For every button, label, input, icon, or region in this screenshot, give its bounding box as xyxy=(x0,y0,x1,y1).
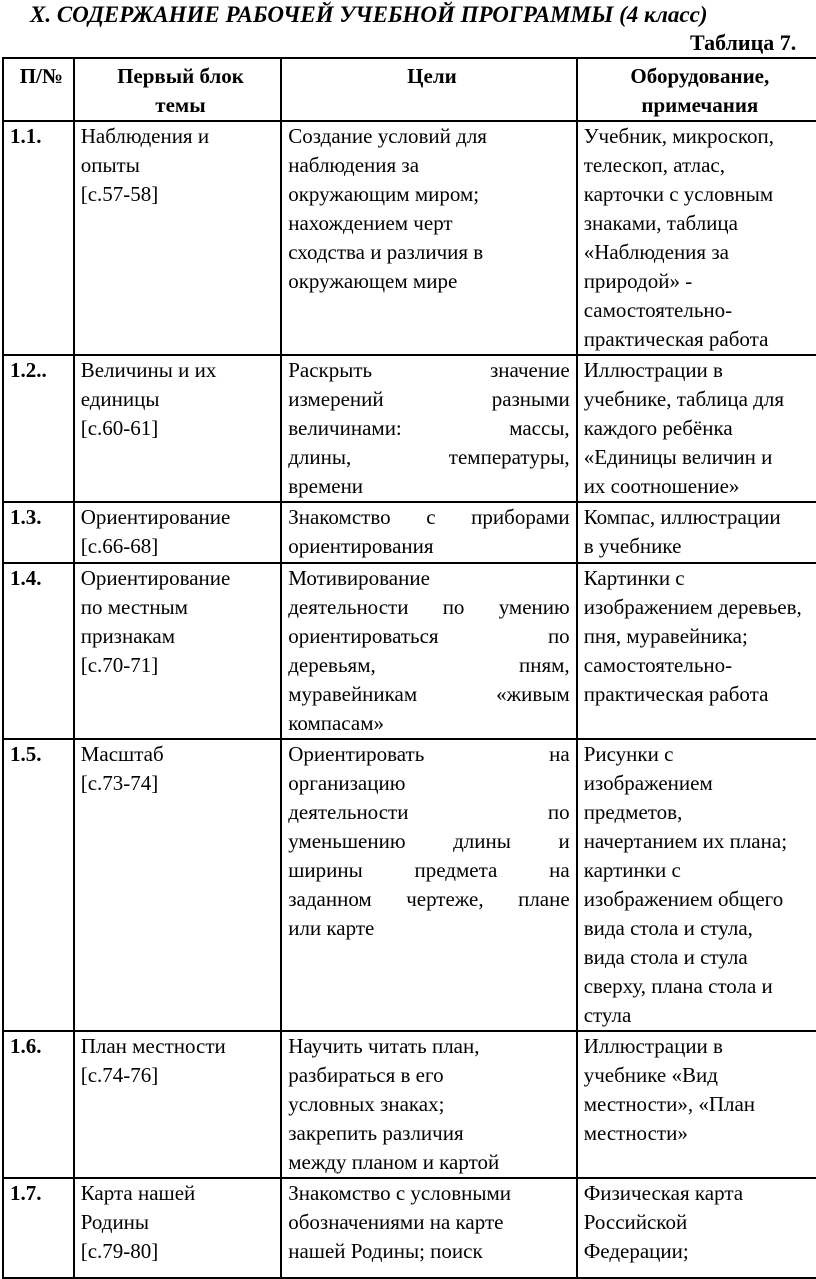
goal-line: деятельности по умению xyxy=(288,595,570,619)
row-goals xyxy=(281,563,576,739)
header-topic: Первый блок темы xyxy=(74,58,282,121)
row-topic: Карта нашей Родины [с.79-80] xyxy=(74,1178,282,1278)
row-equipment: Иллюстрации в учебнике «Вид местности», «План местности» xyxy=(577,1031,816,1178)
header-goals: Цели xyxy=(281,58,576,121)
row-topic: Величины и их единицы [с.60-61] xyxy=(74,355,282,502)
table-row xyxy=(3,502,816,563)
goal-line: заданном чертеже, плане xyxy=(288,887,570,911)
goal-line: ширины предмета на xyxy=(288,858,570,882)
goal-line: муравейникам «живым xyxy=(288,682,570,706)
header-num: П/№ xyxy=(3,58,74,121)
table-row xyxy=(3,121,816,355)
row-goals xyxy=(281,355,576,502)
row-topic: Ориентирование [с.66-68] xyxy=(74,502,282,563)
row-goals xyxy=(281,502,576,563)
program-table xyxy=(2,57,816,1279)
goal-line: Раскрыть значение xyxy=(288,358,570,382)
goal-line: ориентироваться по xyxy=(288,624,570,648)
row-num: 1.7. xyxy=(3,1178,74,1278)
goal-line: длины, температуры, xyxy=(288,445,570,469)
goal-line: компасам» xyxy=(288,711,384,735)
goal-line: Мотивирование xyxy=(288,566,430,590)
goal-line: измерений разными xyxy=(288,387,570,411)
goal-line: величинами: массы, xyxy=(288,416,570,440)
row-topic: Ориентирование по местным признакам [с.70-71] xyxy=(74,563,282,739)
row-equipment: Рисунки с изображением предметов, начертанием их плана; картинки с изображением общего вида стола и стула, вида стола и стула сверху, плана стола и стула xyxy=(577,739,816,1031)
table-row xyxy=(3,739,816,1031)
goal-line: уменьшению длины и xyxy=(288,829,570,853)
row-goals xyxy=(281,739,576,1031)
row-num: 1.2.. xyxy=(3,355,74,502)
row-num: 1.3. xyxy=(3,502,74,563)
row-equipment: Картинки с изображением деревьев, пня, муравейника; самостоятельно- практическая работа xyxy=(577,563,816,739)
header-row xyxy=(3,58,816,121)
goal-line: времени xyxy=(288,474,364,498)
goal-line: ориентирования xyxy=(288,534,434,558)
row-goals: Знакомство с условными обозначениями на карте нашей Родины; поиск xyxy=(281,1178,576,1278)
row-equipment: Учебник, микроскоп, телескоп, атлас, карточки с условным знаками, таблица «Наблюдения за природой» - самостоятельно- практическая работа xyxy=(577,121,816,355)
goal-line: деревьям, пням, xyxy=(288,653,570,677)
row-num: 1.5. xyxy=(3,739,74,1031)
row-equipment: Компас, иллюстрации в учебнике xyxy=(577,502,816,563)
table-label: Таблица 7. xyxy=(690,30,797,55)
document-title: X. СОДЕРЖАНИЕ РАБОЧЕЙ УЧЕБНОЙ ПРОГРАММЫ (4 класс) xyxy=(30,2,708,27)
goal-line: или карте xyxy=(288,916,375,940)
table-row xyxy=(3,1031,816,1178)
row-topic: Наблюдения и опыты [с.57-58] xyxy=(74,121,282,355)
row-goals: Научить читать план, разбираться в его условных знаках; закрепить различия между планом и картой xyxy=(281,1031,576,1178)
row-equipment: Иллюстрации в учебнике, таблица для каждого ребёнка «Единицы величин и их соотношение» xyxy=(577,355,816,502)
row-num: 1.4. xyxy=(3,563,74,739)
goal-line: организацию xyxy=(288,771,406,795)
table-row xyxy=(3,563,816,739)
goal-line: деятельности по xyxy=(288,800,570,824)
table-row xyxy=(3,355,816,502)
row-equipment: Физическая карта Российской Федерации; xyxy=(577,1178,816,1278)
header-equipment: Оборудование, примечания xyxy=(577,58,816,121)
row-topic: Масштаб [с.73-74] xyxy=(74,739,282,1031)
goal-line: Знакомство с приборами xyxy=(288,505,570,529)
row-num: 1.6. xyxy=(3,1031,74,1178)
goal-line: Ориентировать на xyxy=(288,742,570,766)
table-row xyxy=(3,1178,816,1278)
row-topic: План местности [с.74-76] xyxy=(74,1031,282,1178)
row-num: 1.1. xyxy=(3,121,74,355)
row-goals: Создание условий для наблюдения за окружающим миром; нахождением черт сходства и различия в окружающем мире xyxy=(281,121,576,355)
